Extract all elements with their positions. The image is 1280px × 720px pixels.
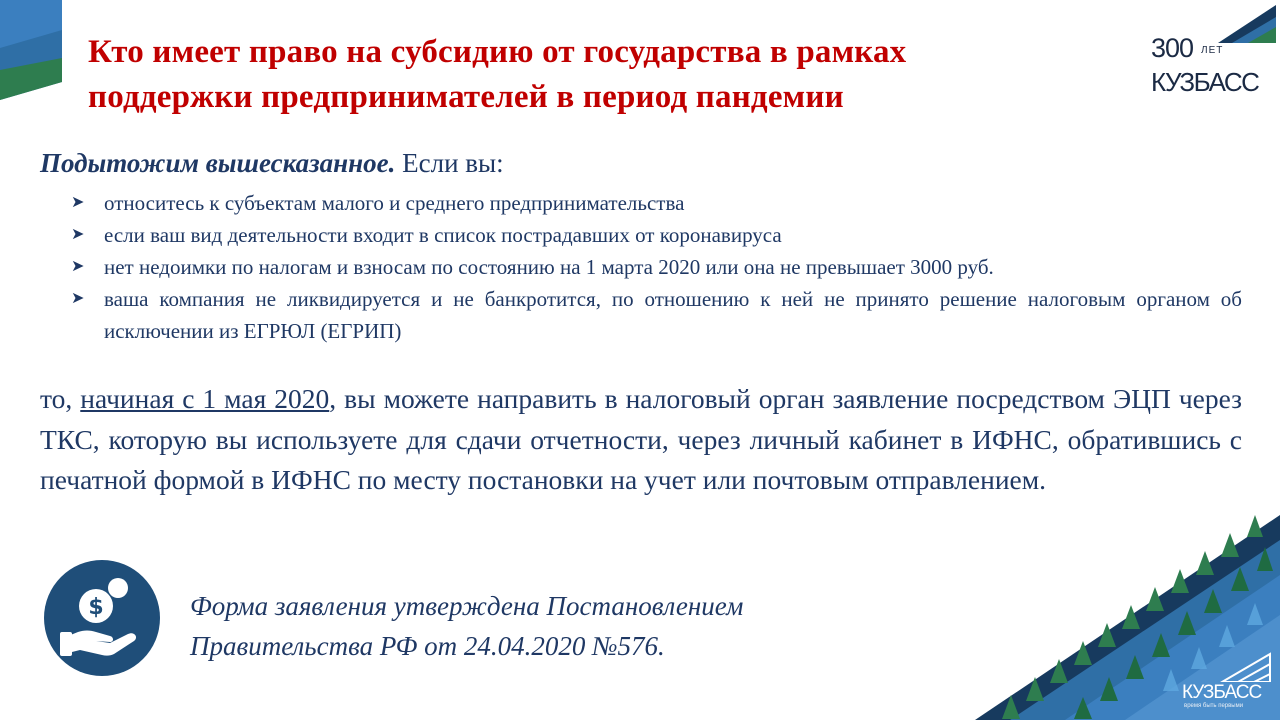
note-line-1: Форма заявления утверждена Постановлением: [190, 591, 744, 621]
list-item-text: если ваш вид деятельности входит в список пострадавших от коронавируса: [104, 223, 782, 247]
logo-number: 300: [1151, 33, 1194, 63]
main-date-underlined: начиная с 1 мая 2020: [80, 383, 330, 414]
logo-word: КУЗБАСС: [1151, 67, 1259, 97]
summary-heading: [40, 148, 504, 179]
summary-lead: Подытожим вышесказанное.: [40, 148, 396, 178]
main-after: , вы можете направить в налоговый орган заявление посредством ЭЦП через ТКС, которую вы используете для сдачи отчетности, через личный кабинет в ИФНС, обратившись с печатной формой в ИФНС по месту постановки на учет или почтовым отправлением.: [40, 383, 1243, 495]
form-note: [190, 586, 743, 666]
list-item-text: ваша компания не ликвидируется и не банкротится, по отношению к ней не принято решение налоговым органом об исключении из ЕГРЮЛ (ЕГРИП): [104, 287, 1242, 343]
title-line-1: Кто имеет право на субсидию от государства в рамках: [88, 34, 907, 70]
arrow-bullet-icon: ➤: [71, 194, 85, 211]
title-line-2: поддержки предпринимателей в период пандемии: [88, 79, 844, 115]
kuzbass-300-logo: [1148, 5, 1278, 97]
summary-rest: Если вы:: [395, 148, 504, 178]
conditions-list: [68, 187, 1242, 347]
footer-logo-word: КУЗБАСС: [1182, 682, 1262, 703]
svg-text:$: $: [88, 595, 104, 620]
list-item-text: нет недоимки по налогам и взносам по состоянию на 1 марта 2020 или она не превышает 3000 руб.: [104, 255, 994, 279]
logo-sub: ЛЕТ: [1201, 45, 1224, 56]
arrow-bullet-icon: ➤: [71, 290, 85, 307]
main-before: то,: [40, 383, 81, 414]
list-item-text: относитесь к субъектам малого и среднего предпринимательства: [104, 191, 685, 215]
footer-logo-mountain-icon: [1182, 652, 1272, 682]
arrow-bullet-icon: ➤: [71, 226, 85, 243]
footer-logo-tagline: время быть первыми: [1184, 703, 1244, 709]
list-item: [68, 251, 1242, 283]
note-line-2: Правительства РФ от 24.04.2020 №576.: [190, 631, 665, 661]
page-title: [88, 30, 906, 120]
kuzbass-footer-logo: [1182, 652, 1272, 712]
corner-decoration: [0, 0, 62, 100]
money-hand-icon: [44, 560, 160, 676]
main-paragraph: [40, 379, 1242, 501]
list-item: [68, 187, 1242, 219]
list-item: [68, 283, 1242, 347]
arrow-bullet-icon: ➤: [71, 258, 85, 275]
list-item: [68, 219, 1242, 251]
